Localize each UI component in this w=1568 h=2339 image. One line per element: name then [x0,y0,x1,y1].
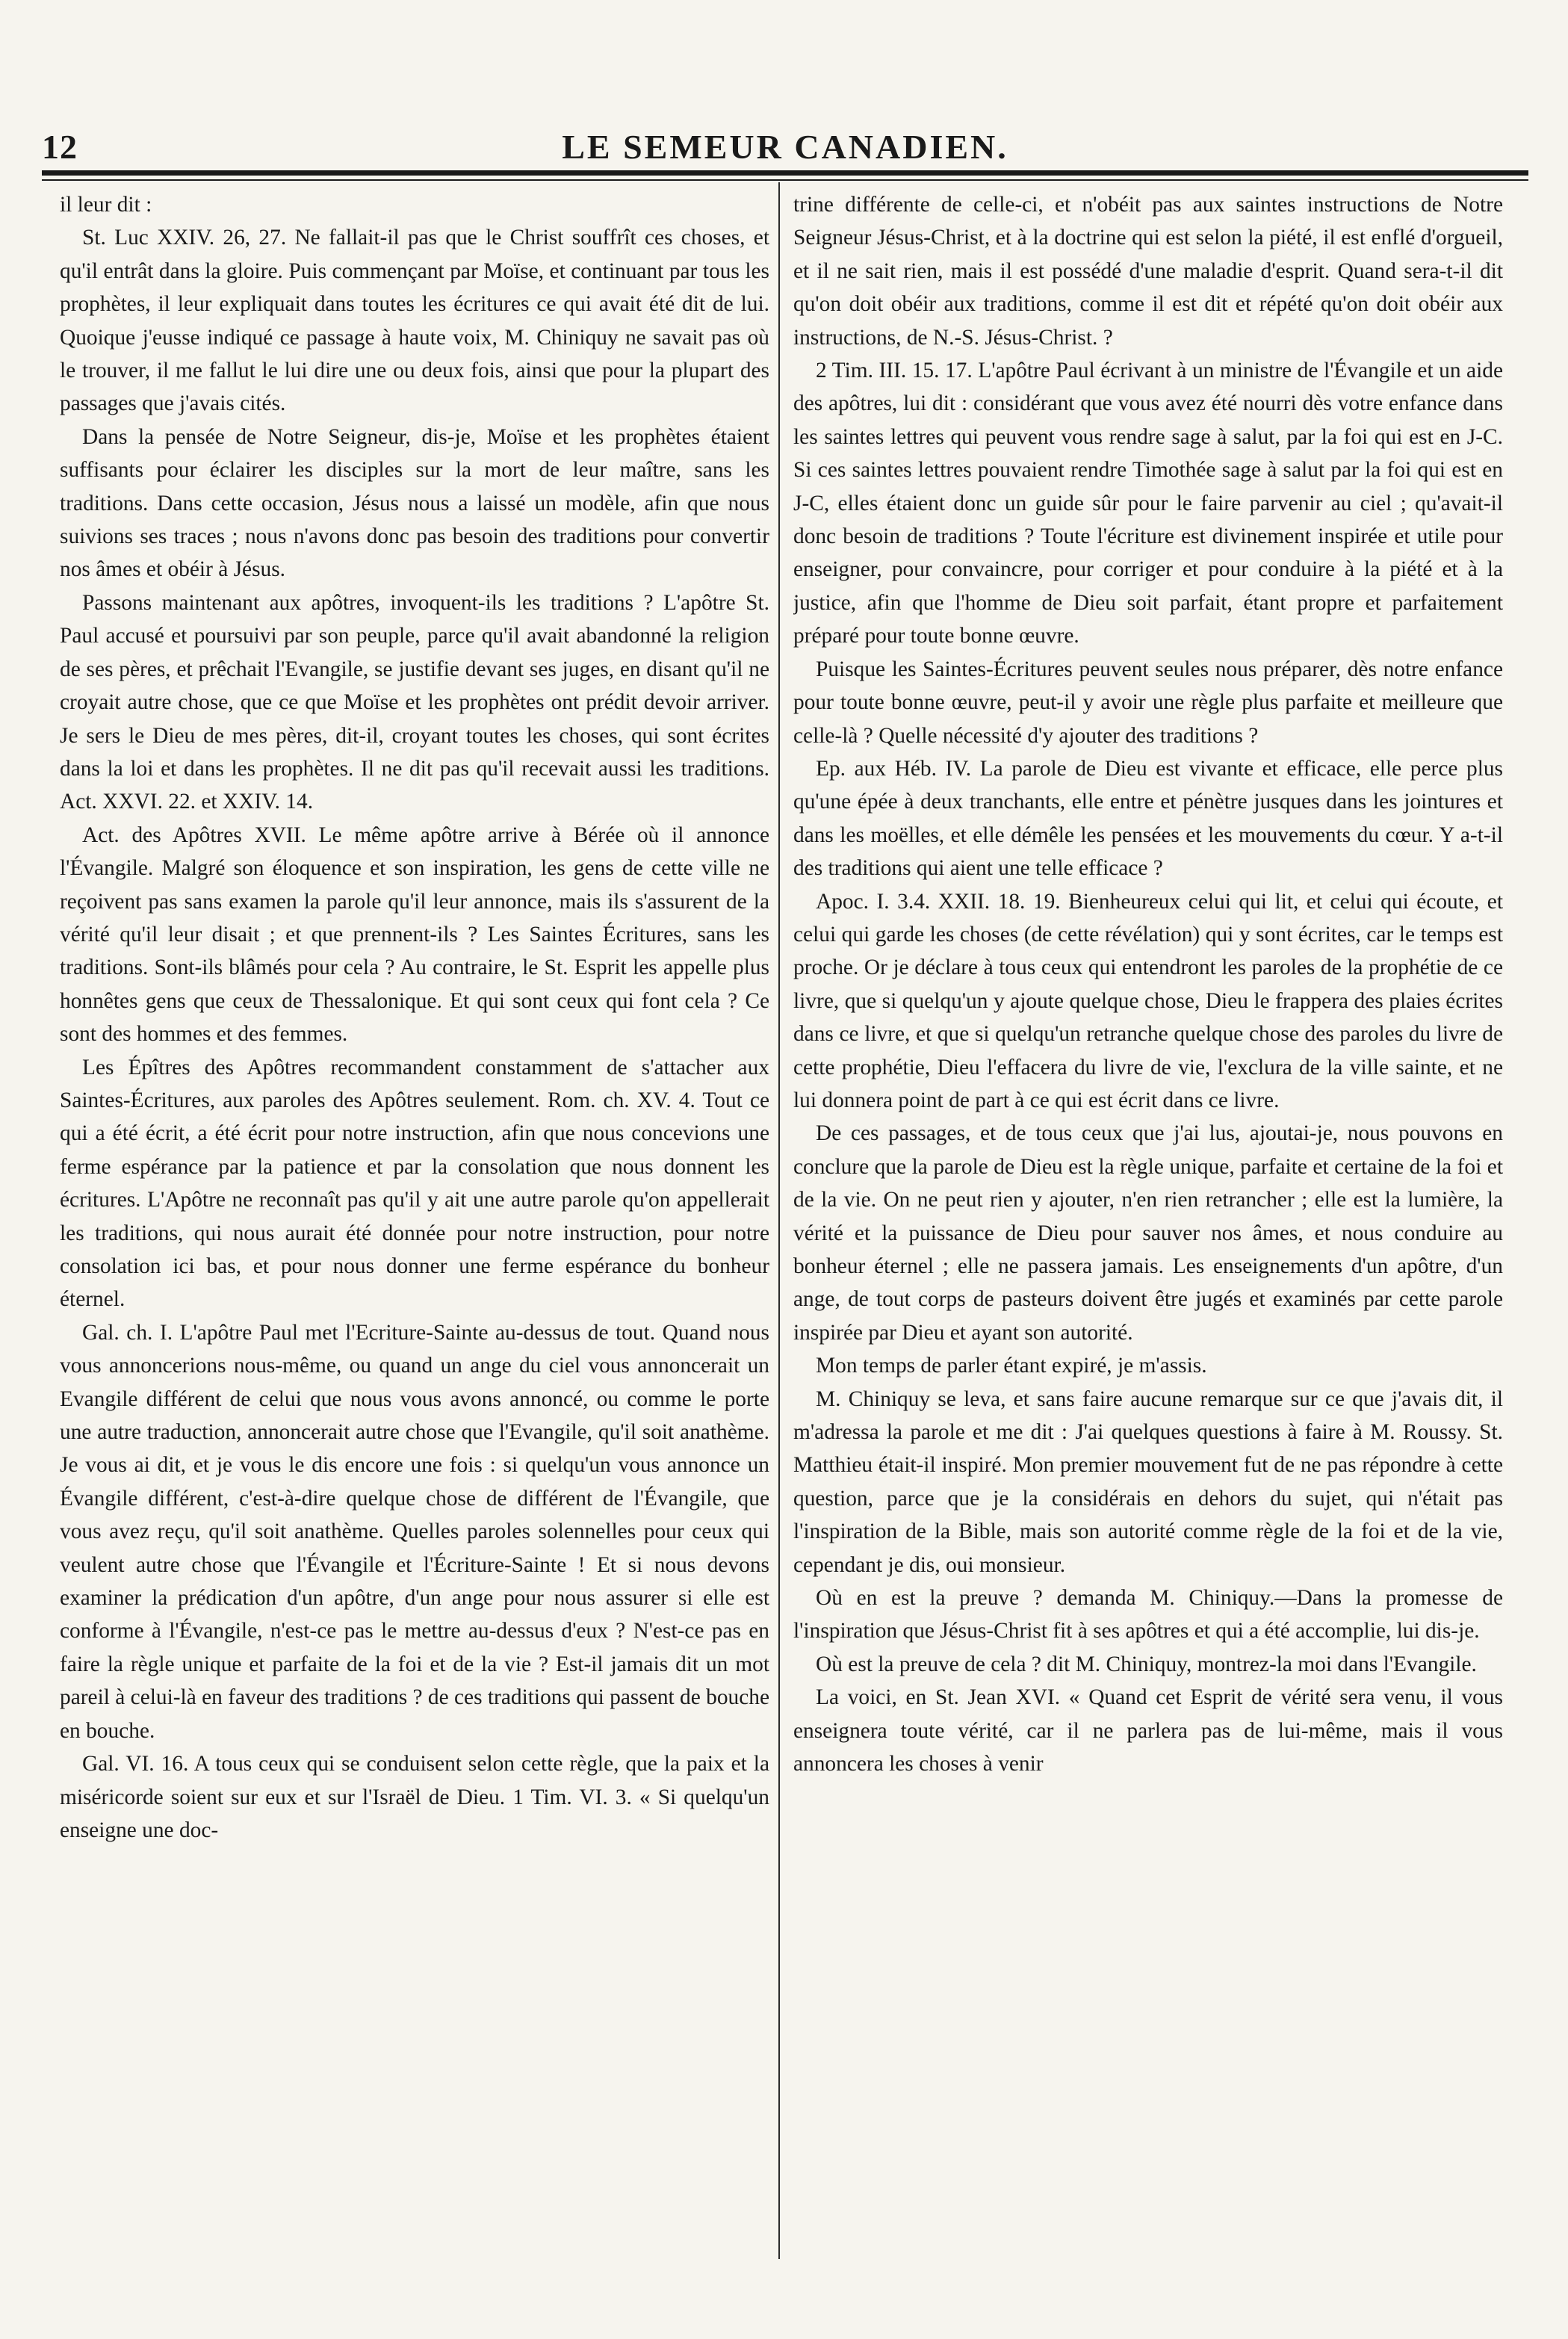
paragraph: Puisque les Saintes-Écritures peuvent seules nous préparer, dès notre enfance pour toute bonne œuvre, peut-il y avoir une règle plus parfaite et meilleure que celle-là ? Quelle nécessité d'y ajouter des traditions ? [793,657,1503,748]
paragraph: trine différente de celle-ci, et n'obéit pas aux saintes instructions de Notre Seigneur Jésus-Christ, et à la doctrine qui est selon la piété, il est enflé d'orgueil, et il ne sait rien, mais il est possédé d'une maladie d'esprit. Quand sera-t-il dit qu'on doit obéir aux traditions, comme il est dit et répété qu'on doit obéir aux instructions, de N.-S. Jésus-Christ. ? [793,193,1503,350]
paragraph: St. Luc XXIV. 26, 27. Ne fallait-il pas que le Christ souffrît ces choses, et qu'il entrât dans la gloire. Puis commençant par Moïse, et continuant par tous les prophètes, il leur expliquait dans toutes les écritures ce qui avait été dit de lui. Quoique j'eusse indiqué ce passage à haute voix, M. Chiniquy ne savait pas où le trouver, il me fallut le lui dire une ou deux fois, ainsi que pour la plupart des passages que j'avais cités. [60,226,769,416]
paragraph: Où est la preuve de cela ? dit M. Chiniquy, montrez-la moi dans l'Evangile. [816,1652,1477,1676]
page-header [42,123,1528,167]
page-number: 12 [42,128,78,166]
paragraph: Gal. ch. I. L'apôtre Paul met l'Ecriture-Sainte au-dessus de tout. Quand nous vous annoncerions nous-même, ou quand un ange du ciel vous annoncerait un Evangile différent de celui que nous vous avons annoncé, ou comme le porte une autre traduction, annoncerait autre chose que l'Evangile, qu'il soit anathème. Je vous ai dit, et je vous le dis encore une fois : si quelqu'un vous annonce un Évangile différent, c'est-à-dire quelque chose de différent de l'Évangile, que vous avez reçu, qu'il soit anathème. Quelles paroles solennelles pour ceux qui veulent autre chose que l'Évangile et l'Écriture-Sainte ! Et si nous devons examiner la prédication d'un apôtre, d'un ange pour nous assurer si elle est conforme à l'Évangile, n'est-ce pas le mettre au-dessus d'eux ? N'est-ce pas en faire la règle unique et parfaite de la foi et de la vie ? Est-il jamais dit un mot pareil à celui-là en faveur des traditions ? de ces traditions qui passent de bouche en bouche. [60,1320,769,1743]
paragraph: 2 Tim. III. 15. 17. L'apôtre Paul écrivant à un ministre de l'Évangile et un aide des apôtres, lui dit : considérant que vous avez été nourri dès votre enfance dans les saintes lettres qui peuvent vous rendre sage à salut, par la foi qui est en J-C. Si ces saintes lettres pouvaient rendre Timothée sage à salut par la foi qui est en J-C, elles étaient donc un guide sûr pour le faire parvenir au ciel ; qu'avait-il donc besoin de traditions ? Toute l'écriture est divinement inspirée et utile pour enseigner, pour convaincre, pour corriger et pour conduire à la piété et à la justice, afin que l'homme de Dieu soit parfait, étant propre et parfaitement préparé pour toute bonne œuvre. [793,359,1503,648]
paragraph: Ep. aux Héb. IV. La parole de Dieu est vivante et efficace, elle perce plus qu'une épée à deux tranchants, elle entre et pénètre jusques dans les jointures et dans les moëlles, et elle démêle les pensées et les mouvements du cœur. Y a-t-il des traditions qui aient une telle efficace ? [793,756,1503,881]
paragraph: Passons maintenant aux apôtres, invoquent-ils les traditions ? L'apôtre St. Paul accusé et poursuivi par son peuple, parce qu'il avait abandonné la religion de ses pères, et prêchait l'Evangile, se justifie devant ses juges, en disant qu'il ne croyait autre chose, que ce que Moïse et les prophètes ont prédit devoir arriver. Je sers le Dieu de mes pères, dit-il, croyant toutes les choses, qui sont écrites dans la loi et dans les prophètes. Il ne dit pas qu'il recevait aussi les traditions. Act. XXVI. 22. et XXIV. 14. [60,590,769,814]
paragraph: Dans la pensée de Notre Seigneur, dis-je, Moïse et les prophètes étaient suffisants pour éclairer les disciples sur la mort de leur maître, sans les traditions. Dans cette occasion, Jésus nous a laissé un modèle, afin que nous suivions ses traces ; nous n'avons donc pas besoin des traditions pour convertir nos âmes et obéir à Jésus. [60,424,769,582]
header-rule [42,170,1528,176]
left-column [60,188,769,2265]
paragraph: De ces passages, et de tous ceux que j'ai lus, ajoutai-je, nous pouvons en conclure que la parole de Dieu est la règle unique, parfaite et certaine de la foi et de la vie. On ne peut rien y ajouter, n'en rien retrancher ; elle est la lumière, la vérité et la puissance de Dieu pour sauver nos âmes, et nous conduire au bonheur éternel ; elle ne passera jamais. Les enseignements d'un apôtre, d'un ange, de tout corps de pasteurs doivent être jugés et examinés par cette parole inspirée par Dieu et ayant son autorité. [793,1121,1503,1345]
page-title: LE SEMEUR CANADIEN. [562,128,1008,166]
paragraph: Les Épîtres des Apôtres recommandent constamment de s'attacher aux Saintes-Écritures, aux paroles des Apôtres seulement. Rom. ch. XV. 4. Tout ce qui a été écrit, a été écrit pour notre instruction, afin que nous concevions une ferme espérance par la patience et par la consolation que nous donnent les écritures. L'Apôtre ne reconnaît pas qu'il y ait une autre parole qu'on appellerait les traditions, qui nous aurait été donnée pour notre instruction, pour notre consolation ici bas, et pour nous donner une ferme espérance du bonheur éternel. [60,1055,769,1312]
column-divider [778,182,780,2259]
paragraph: il leur dit : [60,193,152,217]
paragraph: Apoc. I. 3.4. XXII. 18. 19. Bienheureux celui qui lit, et celui qui écoute, et celui qui garde les choses (de cette révélation) qui y sont écrites, car le temps est proche. Or je déclare à tous ceux qui entendront les paroles de la prophétie de ce livre, que si quelqu'un y ajoute quelque chose, Dieu le frappera des plaies écrites dans ce livre, et que si quelqu'un retranche quelque chose des paroles du livre de cette prophétie, Dieu l'effacera du livre de vie, l'exclura de la ville sainte, et ne lui donnera point de part à ce qui est écrit dans ce livre. [793,889,1503,1112]
paragraph: Où en est la preuve ? demanda M. Chiniquy.—Dans la promesse de l'inspiration que Jésus-Christ fit à ses apôtres et qui a été accomplie, lui dis-je. [793,1586,1503,1644]
paragraph: Act. des Apôtres XVII. Le même apôtre arrive à Bérée où il annonce l'Évangile. Malgré son éloquence et son inspiration, les gens de cette ville ne reçoivent pas sans examen la parole qu'il leur annonce, mais ils s'assurent de la vérité qu'il leur disait ; et que prennent-ils ? Les Saintes Écritures, sans les traditions. Sont-ils blâmés pour cela ? Au contraire, le St. Esprit les appelle plus honnêtes gens que ceux de Thessalonique. Et qui sont ceux qui font cela ? Ce sont des hommes et des femmes. [60,822,769,1047]
paragraph: La voici, en St. Jean XVI. « Quand cet Esprit de vérité sera venu, il vous enseignera toute vérité, car il ne parlera pas de lui-même, mais il vous annoncera les choses à venir [793,1685,1503,1776]
header-rule-thin [42,179,1528,181]
right-column [793,188,1503,2265]
paragraph: Gal. VI. 16. A tous ceux qui se conduisent selon cette règle, que la paix et la miséricorde soient sur eux et sur l'Israël de Dieu. 1 Tim. VI. 3. « Si quelqu'un enseigne une doc- [60,1752,769,1842]
paragraph: M. Chiniquy se leva, et sans faire aucune remarque sur ce que j'avais dit, il m'adressa la parole et me dit : J'ai quelques questions à faire à M. Roussy. St. Matthieu était-il inspiré. Mon premier mouvement fut de ne pas répondre à cette question, parce que je la considérais en dehors du sujet, qui n'était pas l'inspiration de la Bible, mais son autorité comme règle de la foi et de la vie, cependant je dis, oui monsieur. [793,1387,1503,1577]
paragraph: Mon temps de parler étant expiré, je m'assis. [816,1354,1207,1378]
